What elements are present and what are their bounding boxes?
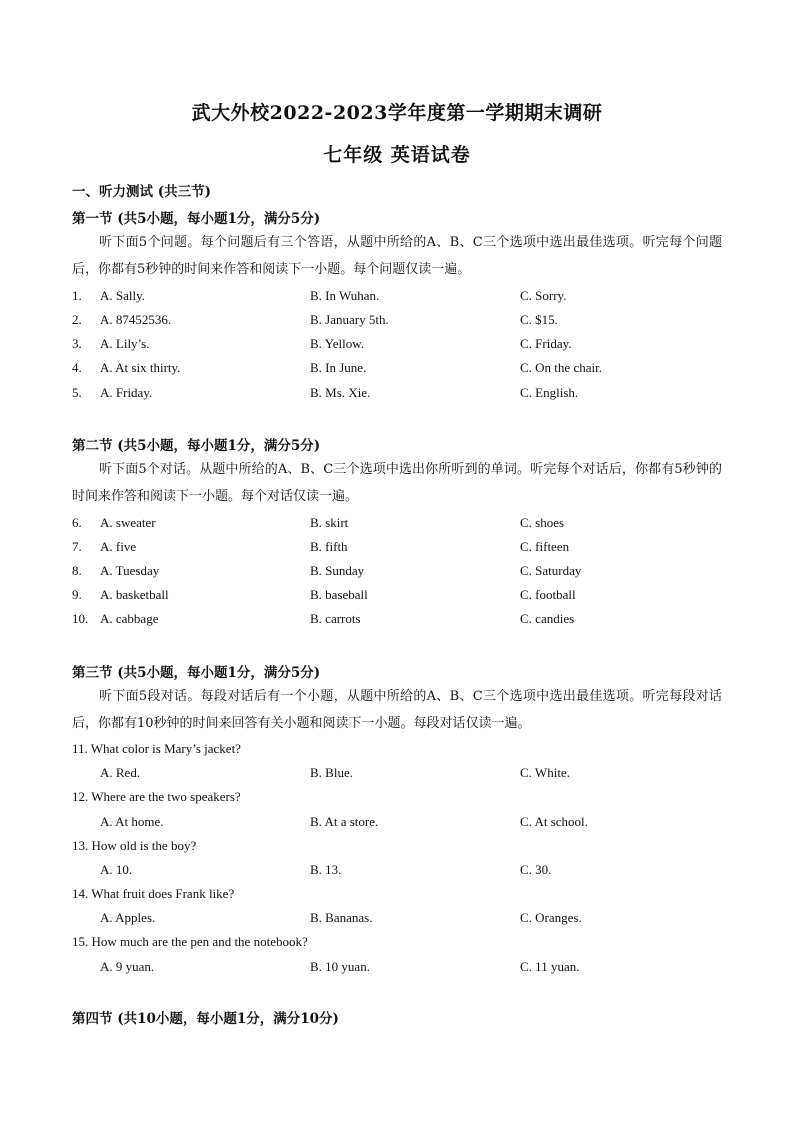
section4-heading: 第四节 (共10小题，每小题1分，满分10分) bbox=[72, 1011, 339, 1027]
question-number: 9. bbox=[72, 587, 82, 602]
exam-title: 武大外校2022-2023学年度第一学期期末调研 bbox=[191, 102, 603, 124]
option-a: A. Friday. bbox=[100, 385, 153, 400]
question-number: 10. bbox=[72, 611, 89, 626]
option-c: C. fifteen bbox=[520, 539, 570, 554]
option-c: C. 30. bbox=[520, 862, 552, 877]
question-row bbox=[72, 515, 732, 535]
option-a: A. At home. bbox=[100, 814, 164, 829]
question-row bbox=[72, 336, 732, 356]
question-number: 4. bbox=[72, 360, 82, 375]
question-text: 12. Where are the two speakers? bbox=[72, 789, 241, 804]
option-a: A. Apples. bbox=[100, 910, 156, 925]
option-a: A. basketball bbox=[100, 587, 169, 602]
option-c: C. At school. bbox=[520, 814, 588, 829]
section2-heading: 第二节 (共5小题，每小题1分，满分5分) bbox=[72, 438, 321, 454]
option-b: B. fifth bbox=[310, 539, 348, 554]
option-b: B. Sunday bbox=[310, 563, 365, 578]
option-b: B. January 5th. bbox=[310, 312, 389, 327]
question-number: 2. bbox=[72, 312, 82, 327]
question-row bbox=[72, 385, 732, 405]
question-text: 15. How much are the pen and the notebook? bbox=[72, 934, 308, 949]
option-b: B. In Wuhan. bbox=[310, 288, 380, 303]
option-a: A. At six thirty. bbox=[100, 360, 181, 375]
section3-heading: 第三节 (共5小题，每小题1分，满分5分) bbox=[72, 665, 321, 681]
option-b: B. carrots bbox=[310, 611, 361, 626]
option-b: B. skirt bbox=[310, 515, 349, 530]
option-b: B. 10 yuan. bbox=[310, 959, 370, 974]
option-c: C. Saturday bbox=[520, 563, 582, 578]
option-b: B. Yellow. bbox=[310, 336, 365, 351]
option-c: C. Friday. bbox=[520, 336, 572, 351]
options-row bbox=[72, 862, 732, 882]
question-number: 5. bbox=[72, 385, 82, 400]
option-c: C. Sorry. bbox=[520, 288, 567, 303]
option-c: C. Oranges. bbox=[520, 910, 582, 925]
options-row bbox=[72, 959, 732, 979]
question-number: 3. bbox=[72, 336, 82, 351]
question-row bbox=[72, 539, 732, 559]
question-number: 8. bbox=[72, 563, 82, 578]
option-c: C. football bbox=[520, 587, 576, 602]
question-row bbox=[72, 288, 732, 308]
option-c: C. candies bbox=[520, 611, 575, 626]
option-c: C. On the chair. bbox=[520, 360, 602, 375]
part-heading: 一、听力测试 (共三节) bbox=[72, 184, 211, 200]
option-b: B. baseball bbox=[310, 587, 368, 602]
option-b: B. Bananas. bbox=[310, 910, 373, 925]
question-number: 7. bbox=[72, 539, 82, 554]
option-c: C. shoes bbox=[520, 515, 565, 530]
option-b: B. Ms. Xie. bbox=[310, 385, 371, 400]
question-number: 1. bbox=[72, 288, 82, 303]
question-row bbox=[72, 587, 732, 607]
option-b: B. In June. bbox=[310, 360, 367, 375]
option-c: C. $15. bbox=[520, 312, 558, 327]
option-b: B. 13. bbox=[310, 862, 342, 877]
option-a: A. Red. bbox=[100, 765, 141, 780]
option-a: A. 10. bbox=[100, 862, 133, 877]
option-b: B. Blue. bbox=[310, 765, 353, 780]
options-row bbox=[72, 910, 732, 930]
options-row bbox=[72, 765, 732, 785]
option-c: C. 11 yuan. bbox=[520, 959, 580, 974]
option-a: A. Tuesday bbox=[100, 563, 160, 578]
question-text: 14. What fruit does Frank like? bbox=[72, 886, 235, 901]
option-c: C. English. bbox=[520, 385, 579, 400]
section2-instructions: 听下面5个对话。从题中所给的A、B、C三个选项中选出你所听到的单词。听完每个对话后，你都有5秒钟的时间来作答和阅读下一小题。每个对话仅读一遍。 bbox=[72, 462, 722, 504]
option-a: A. cabbage bbox=[100, 611, 159, 626]
question-text: 11. What color is Mary’s jacket? bbox=[72, 741, 241, 756]
option-a: A. Lily’s. bbox=[100, 336, 150, 351]
exam-subtitle: 七年级 英语试卷 bbox=[323, 144, 471, 166]
section1-heading: 第一节 (共5小题，每小题1分，满分5分) bbox=[72, 211, 321, 227]
option-a: A. sweater bbox=[100, 515, 156, 530]
question-text: 13. How old is the boy? bbox=[72, 838, 197, 853]
question-row bbox=[72, 563, 732, 583]
option-c: C. White. bbox=[520, 765, 570, 780]
section1-instructions: 听下面5个问题。每个问题后有三个答语，从题中所给的A、B、C三个选项中选出最佳选项。听完每个问题后，你都有5秒钟的时间来作答和阅读下一小题。每个问题仅读一遍。 bbox=[72, 235, 722, 277]
question-row bbox=[72, 312, 732, 332]
section3-instructions: 听下面5段对话。每段对话后有一个小题，从题中所给的A、B、C三个选项中选出最佳选项。听完每段对话后，你都有10秒钟的时间来回答有关小题和阅读下一小题。每段对话仅读一遍。 bbox=[72, 689, 722, 731]
question-row bbox=[72, 360, 732, 380]
option-a: A. five bbox=[100, 539, 137, 554]
option-a: A. 87452536. bbox=[100, 312, 172, 327]
question-row bbox=[72, 611, 732, 631]
option-b: B. At a store. bbox=[310, 814, 379, 829]
option-a: A. Sally. bbox=[100, 288, 146, 303]
option-a: A. 9 yuan. bbox=[100, 959, 155, 974]
question-number: 6. bbox=[72, 515, 82, 530]
options-row bbox=[72, 814, 732, 834]
